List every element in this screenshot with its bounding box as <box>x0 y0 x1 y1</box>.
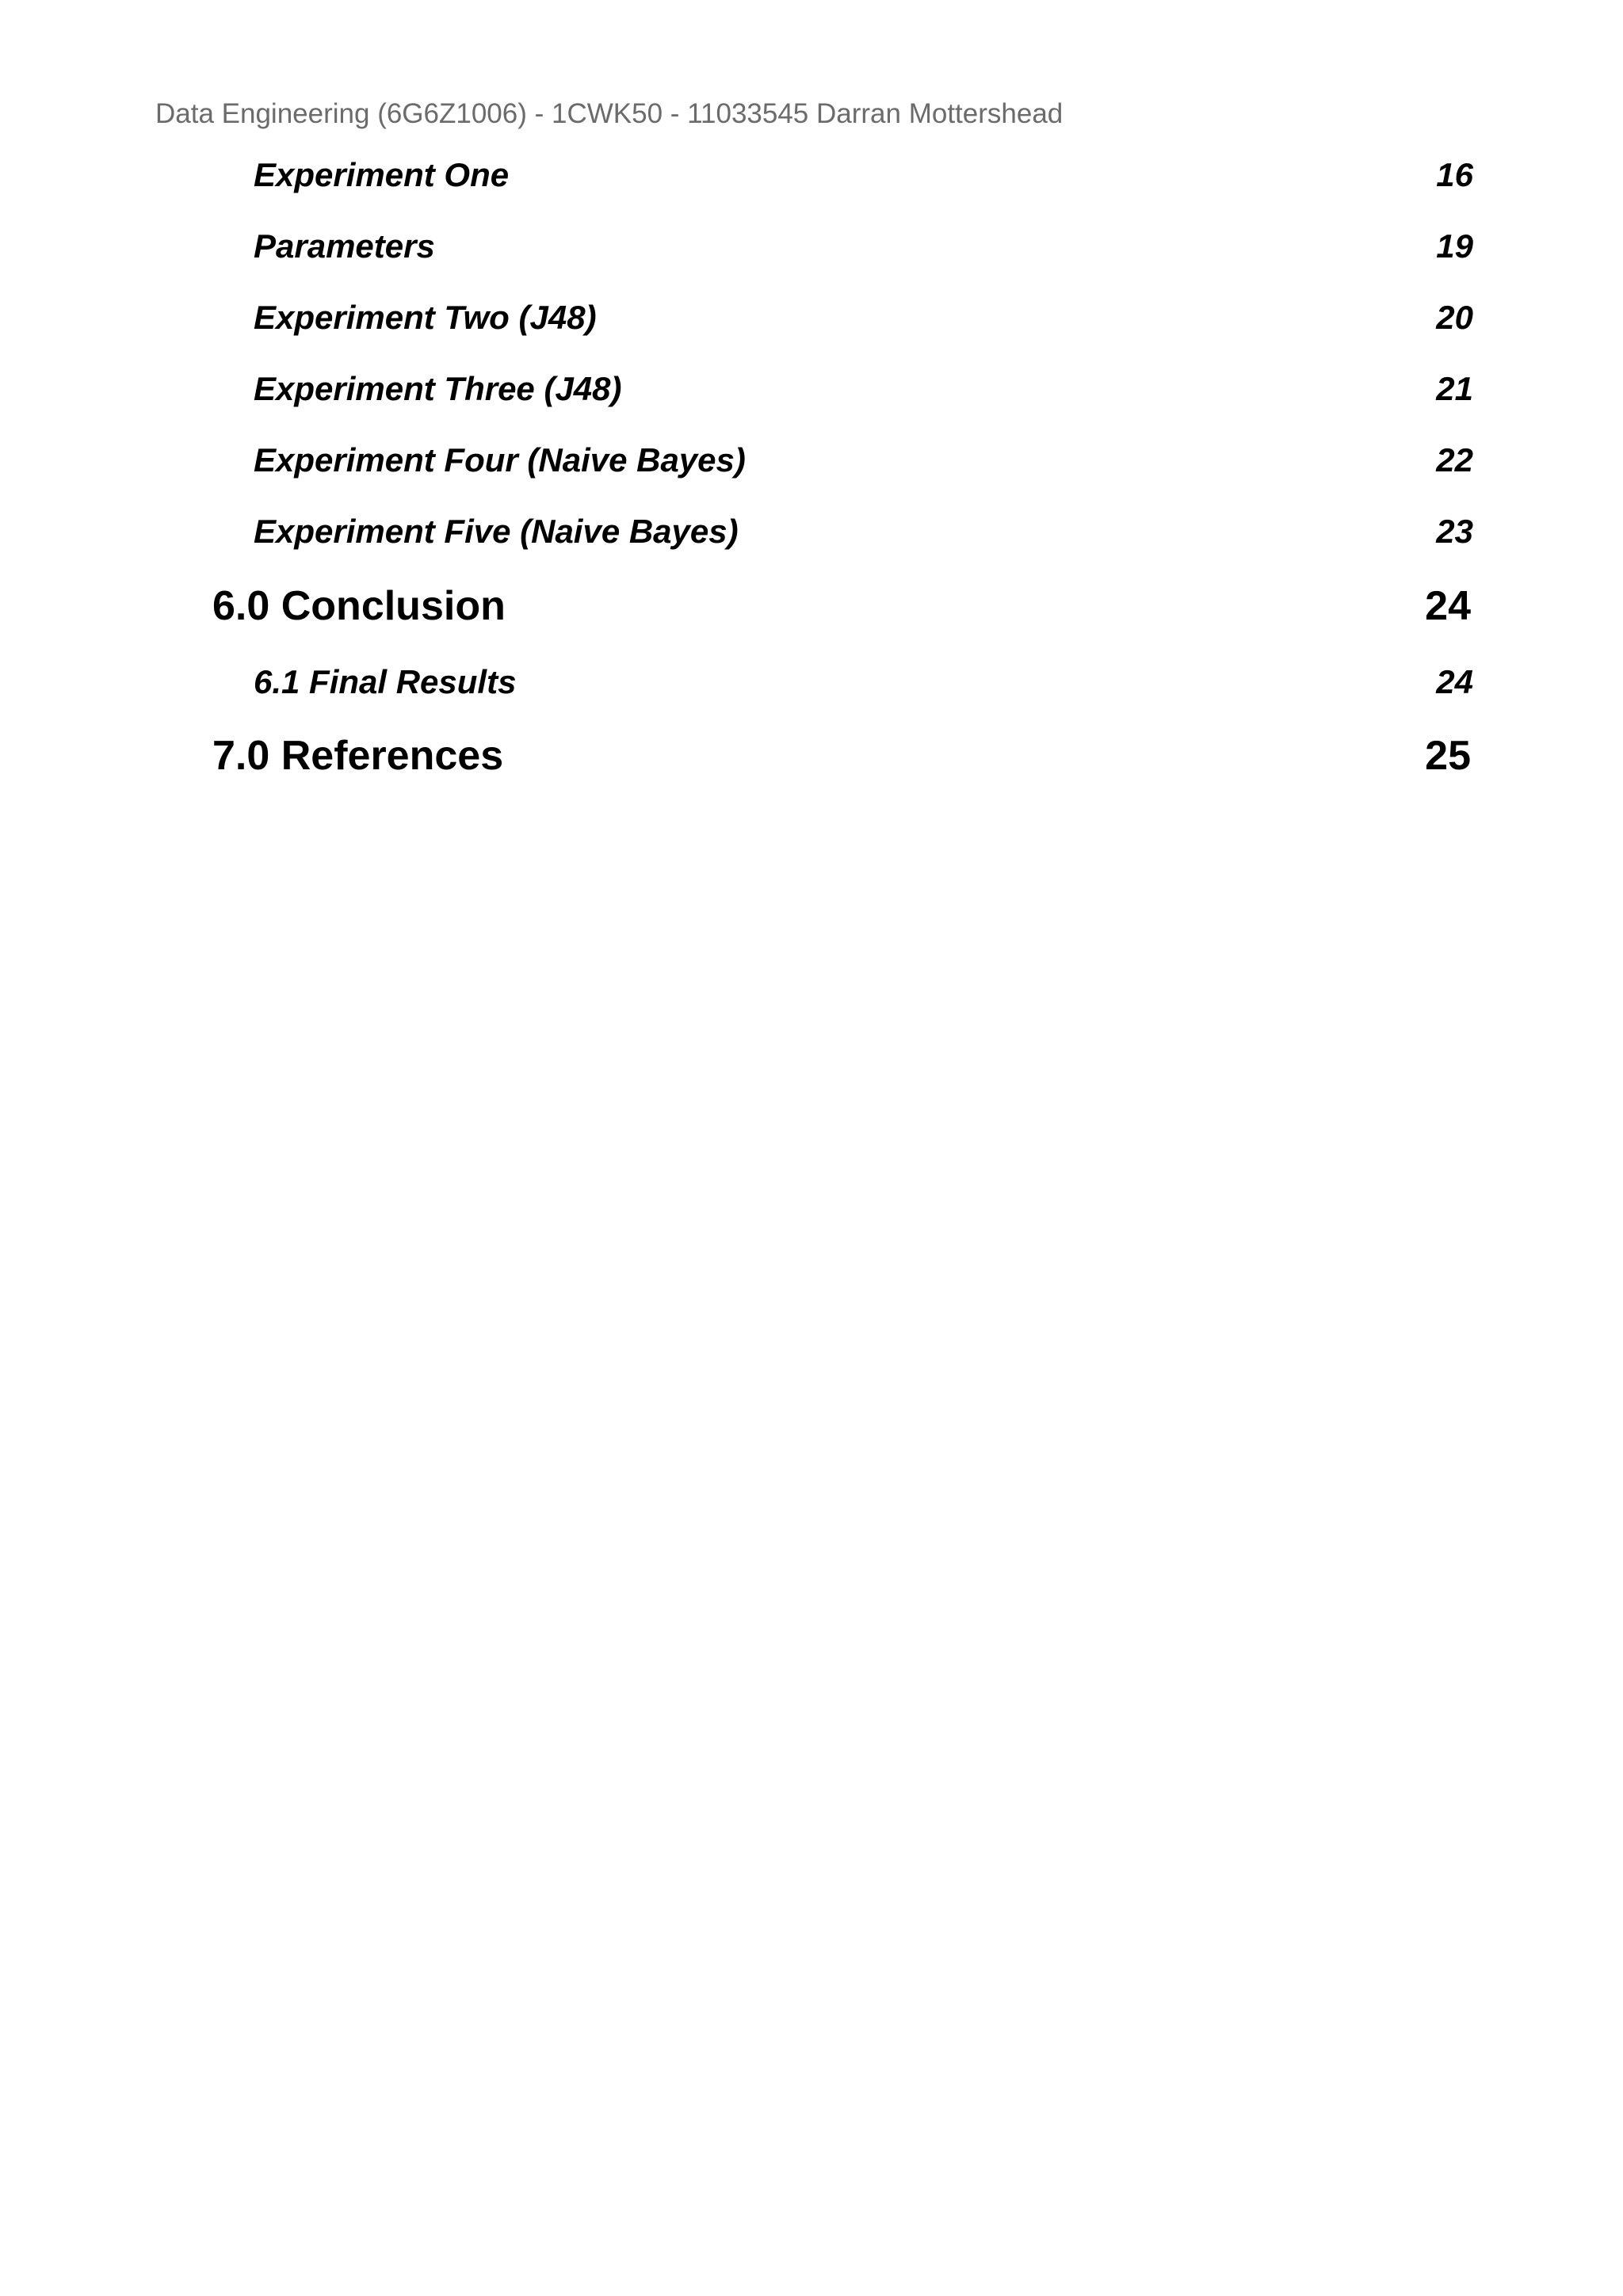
toc-entry-title: 7.0 References <box>212 733 504 779</box>
toc-entry-experiment-four[interactable] <box>254 437 1473 484</box>
toc-entry-page: 24 <box>1436 663 1473 700</box>
toc-entry-conclusion[interactable] <box>212 578 1471 635</box>
toc-entry-page: 25 <box>1425 733 1471 779</box>
toc-entry-page: 21 <box>1436 370 1473 407</box>
toc-entry-experiment-two[interactable] <box>254 294 1473 341</box>
toc-entry-page: 19 <box>1436 227 1473 265</box>
toc-entry-title: Experiment Three (J48) <box>254 370 622 407</box>
toc-entry-title: Experiment Two (J48) <box>254 299 597 336</box>
toc-entry-experiment-five[interactable] <box>254 508 1473 555</box>
toc-entry-page: 22 <box>1436 441 1473 479</box>
toc-entry-final-results[interactable] <box>254 658 1473 706</box>
toc-entry-experiment-one[interactable] <box>254 151 1473 199</box>
toc-entry-title: Experiment Four (Naive Bayes) <box>254 441 746 479</box>
toc-entry-title: Experiment One <box>254 156 510 193</box>
toc-entry-experiment-three[interactable] <box>254 365 1473 413</box>
toc-entry-title: Experiment Five (Naive Bayes) <box>254 513 739 550</box>
toc-entry-parameters[interactable] <box>254 223 1473 270</box>
toc-entry-page: 20 <box>1436 299 1473 336</box>
toc-entry-page: 24 <box>1425 583 1471 629</box>
toc-entry-title: Parameters <box>254 227 435 265</box>
toc-entry-page: 16 <box>1436 156 1473 193</box>
toc-entry-page: 23 <box>1436 513 1473 550</box>
toc-entry-references[interactable] <box>212 727 1471 784</box>
running-header: Data Engineering (6G6Z1006) - 1CWK50 - 11033545 Darran Mottershead <box>155 98 1064 129</box>
toc-entry-title: 6.0 Conclusion <box>212 583 506 629</box>
toc-entry-title: 6.1 Final Results <box>254 663 517 700</box>
